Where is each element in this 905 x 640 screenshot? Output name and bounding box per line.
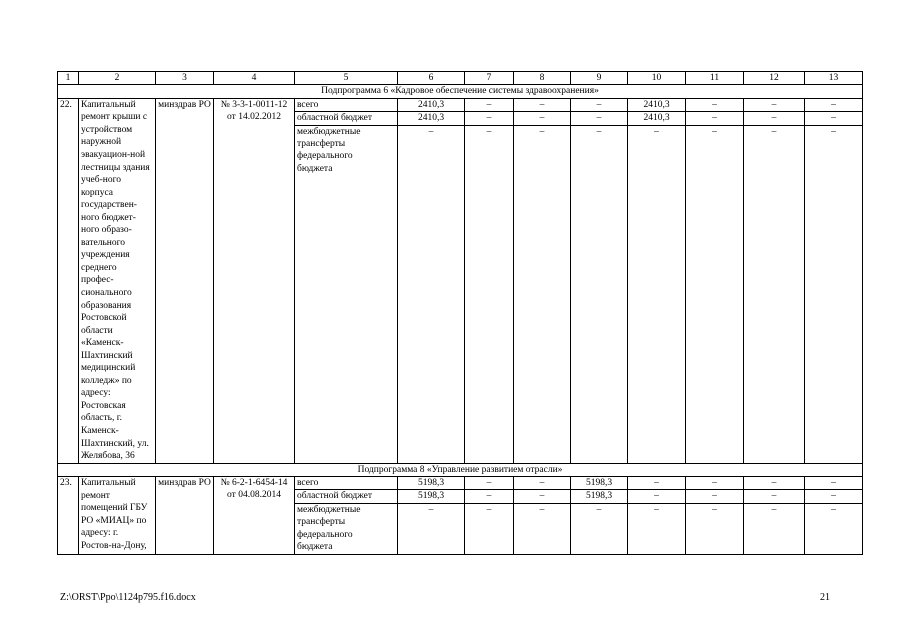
col-header: 5 xyxy=(295,72,398,85)
col-header: 3 xyxy=(156,72,214,85)
cell: – xyxy=(628,477,686,490)
cell: – xyxy=(465,503,514,554)
cell: – xyxy=(514,503,571,554)
subprogram-row xyxy=(58,85,863,98)
cell: – xyxy=(744,490,805,503)
col-header: 8 xyxy=(514,72,571,85)
col-header: 7 xyxy=(465,72,514,85)
cell: 2410,3 xyxy=(628,98,686,111)
cell: – xyxy=(571,98,628,111)
cell: – xyxy=(571,503,628,554)
cell: – xyxy=(805,112,863,125)
cell: 5198,3 xyxy=(571,477,628,490)
row-number: 22. xyxy=(58,98,79,463)
file-path: Z:\ORST\Ppo\1124p795.f16.docx xyxy=(60,592,196,603)
cell: 5198,3 xyxy=(398,477,465,490)
col-header: 13 xyxy=(805,72,863,85)
cell: 2410,3 xyxy=(398,98,465,111)
funding-source: областной бюджет xyxy=(295,112,398,125)
cell: – xyxy=(744,503,805,554)
cell: – xyxy=(805,98,863,111)
cell: – xyxy=(465,98,514,111)
cell: – xyxy=(514,112,571,125)
object-name: Капитальный ремонт помещений ГБУ РО «МИАЦ» по адресу: г. Ростов-на-Дону, xyxy=(79,477,156,554)
column-number-row xyxy=(58,72,863,85)
cell: – xyxy=(465,490,514,503)
cell: 5198,3 xyxy=(398,490,465,503)
cell: – xyxy=(805,477,863,490)
cell: – xyxy=(514,477,571,490)
cell: – xyxy=(398,503,465,554)
cell: – xyxy=(805,490,863,503)
cell: – xyxy=(805,125,863,463)
cell: – xyxy=(628,503,686,554)
cell: – xyxy=(571,125,628,463)
object-name: Капитальный ремонт крыши с устройством наружной эвакуацион-ной лестницы здания учеб-ного корпуса государствен-ного бюджет-ного образо-вательного учреждения среднего профес-сионального образования Ростовской области «Каменск-Шахтинский медицинский колледж» по адресу: Ростовская область, г. Каменск-Шахтинский, ул. Желябова, 36 xyxy=(79,98,156,463)
cell: – xyxy=(686,503,744,554)
funding-source: межбюджетные трансферты федерального бюджета xyxy=(295,503,398,554)
cell: – xyxy=(628,125,686,463)
cell: – xyxy=(686,490,744,503)
program-table xyxy=(57,71,863,555)
col-header: 11 xyxy=(686,72,744,85)
col-header: 2 xyxy=(79,72,156,85)
table-row xyxy=(58,477,863,490)
organization: минздрав РО xyxy=(156,98,214,463)
page-number: 21 xyxy=(820,592,830,603)
cell: – xyxy=(805,503,863,554)
subprogram-title: Подпрограмма 6 «Кадровое обеспечение системы здравоохранения» xyxy=(58,85,863,98)
col-header: 12 xyxy=(744,72,805,85)
document-ref: № 3-3-1-0011-12 от 14.02.2012 xyxy=(214,98,295,463)
col-header: 6 xyxy=(398,72,465,85)
funding-source: областной бюджет xyxy=(295,490,398,503)
cell: – xyxy=(398,125,465,463)
funding-source: всего xyxy=(295,98,398,111)
cell: – xyxy=(465,112,514,125)
cell: – xyxy=(514,490,571,503)
cell: – xyxy=(514,98,571,111)
subprogram-row xyxy=(58,463,863,476)
table-row xyxy=(58,98,863,111)
cell: – xyxy=(686,98,744,111)
col-header: 10 xyxy=(628,72,686,85)
cell: – xyxy=(628,490,686,503)
cell: – xyxy=(744,98,805,111)
col-header: 9 xyxy=(571,72,628,85)
cell: – xyxy=(686,112,744,125)
subprogram-title: Подпрограмма 8 «Управление развитием отрасли» xyxy=(58,463,863,476)
cell: – xyxy=(744,125,805,463)
col-header: 4 xyxy=(214,72,295,85)
document-ref: № 6-2-1-6454-14 от 04.08.2014 xyxy=(214,477,295,554)
row-number: 23. xyxy=(58,477,79,554)
cell: – xyxy=(465,125,514,463)
cell: – xyxy=(744,477,805,490)
cell: – xyxy=(686,125,744,463)
col-header: 1 xyxy=(58,72,79,85)
funding-source: межбюджетные трансферты федерального бюджета xyxy=(295,125,398,463)
organization: минздрав РО xyxy=(156,477,214,554)
funding-source: всего xyxy=(295,477,398,490)
cell: 2410,3 xyxy=(398,112,465,125)
cell: – xyxy=(744,112,805,125)
cell: – xyxy=(465,477,514,490)
cell: 5198,3 xyxy=(571,490,628,503)
cell: – xyxy=(571,112,628,125)
cell: 2410,3 xyxy=(628,112,686,125)
cell: – xyxy=(514,125,571,463)
cell: – xyxy=(686,477,744,490)
